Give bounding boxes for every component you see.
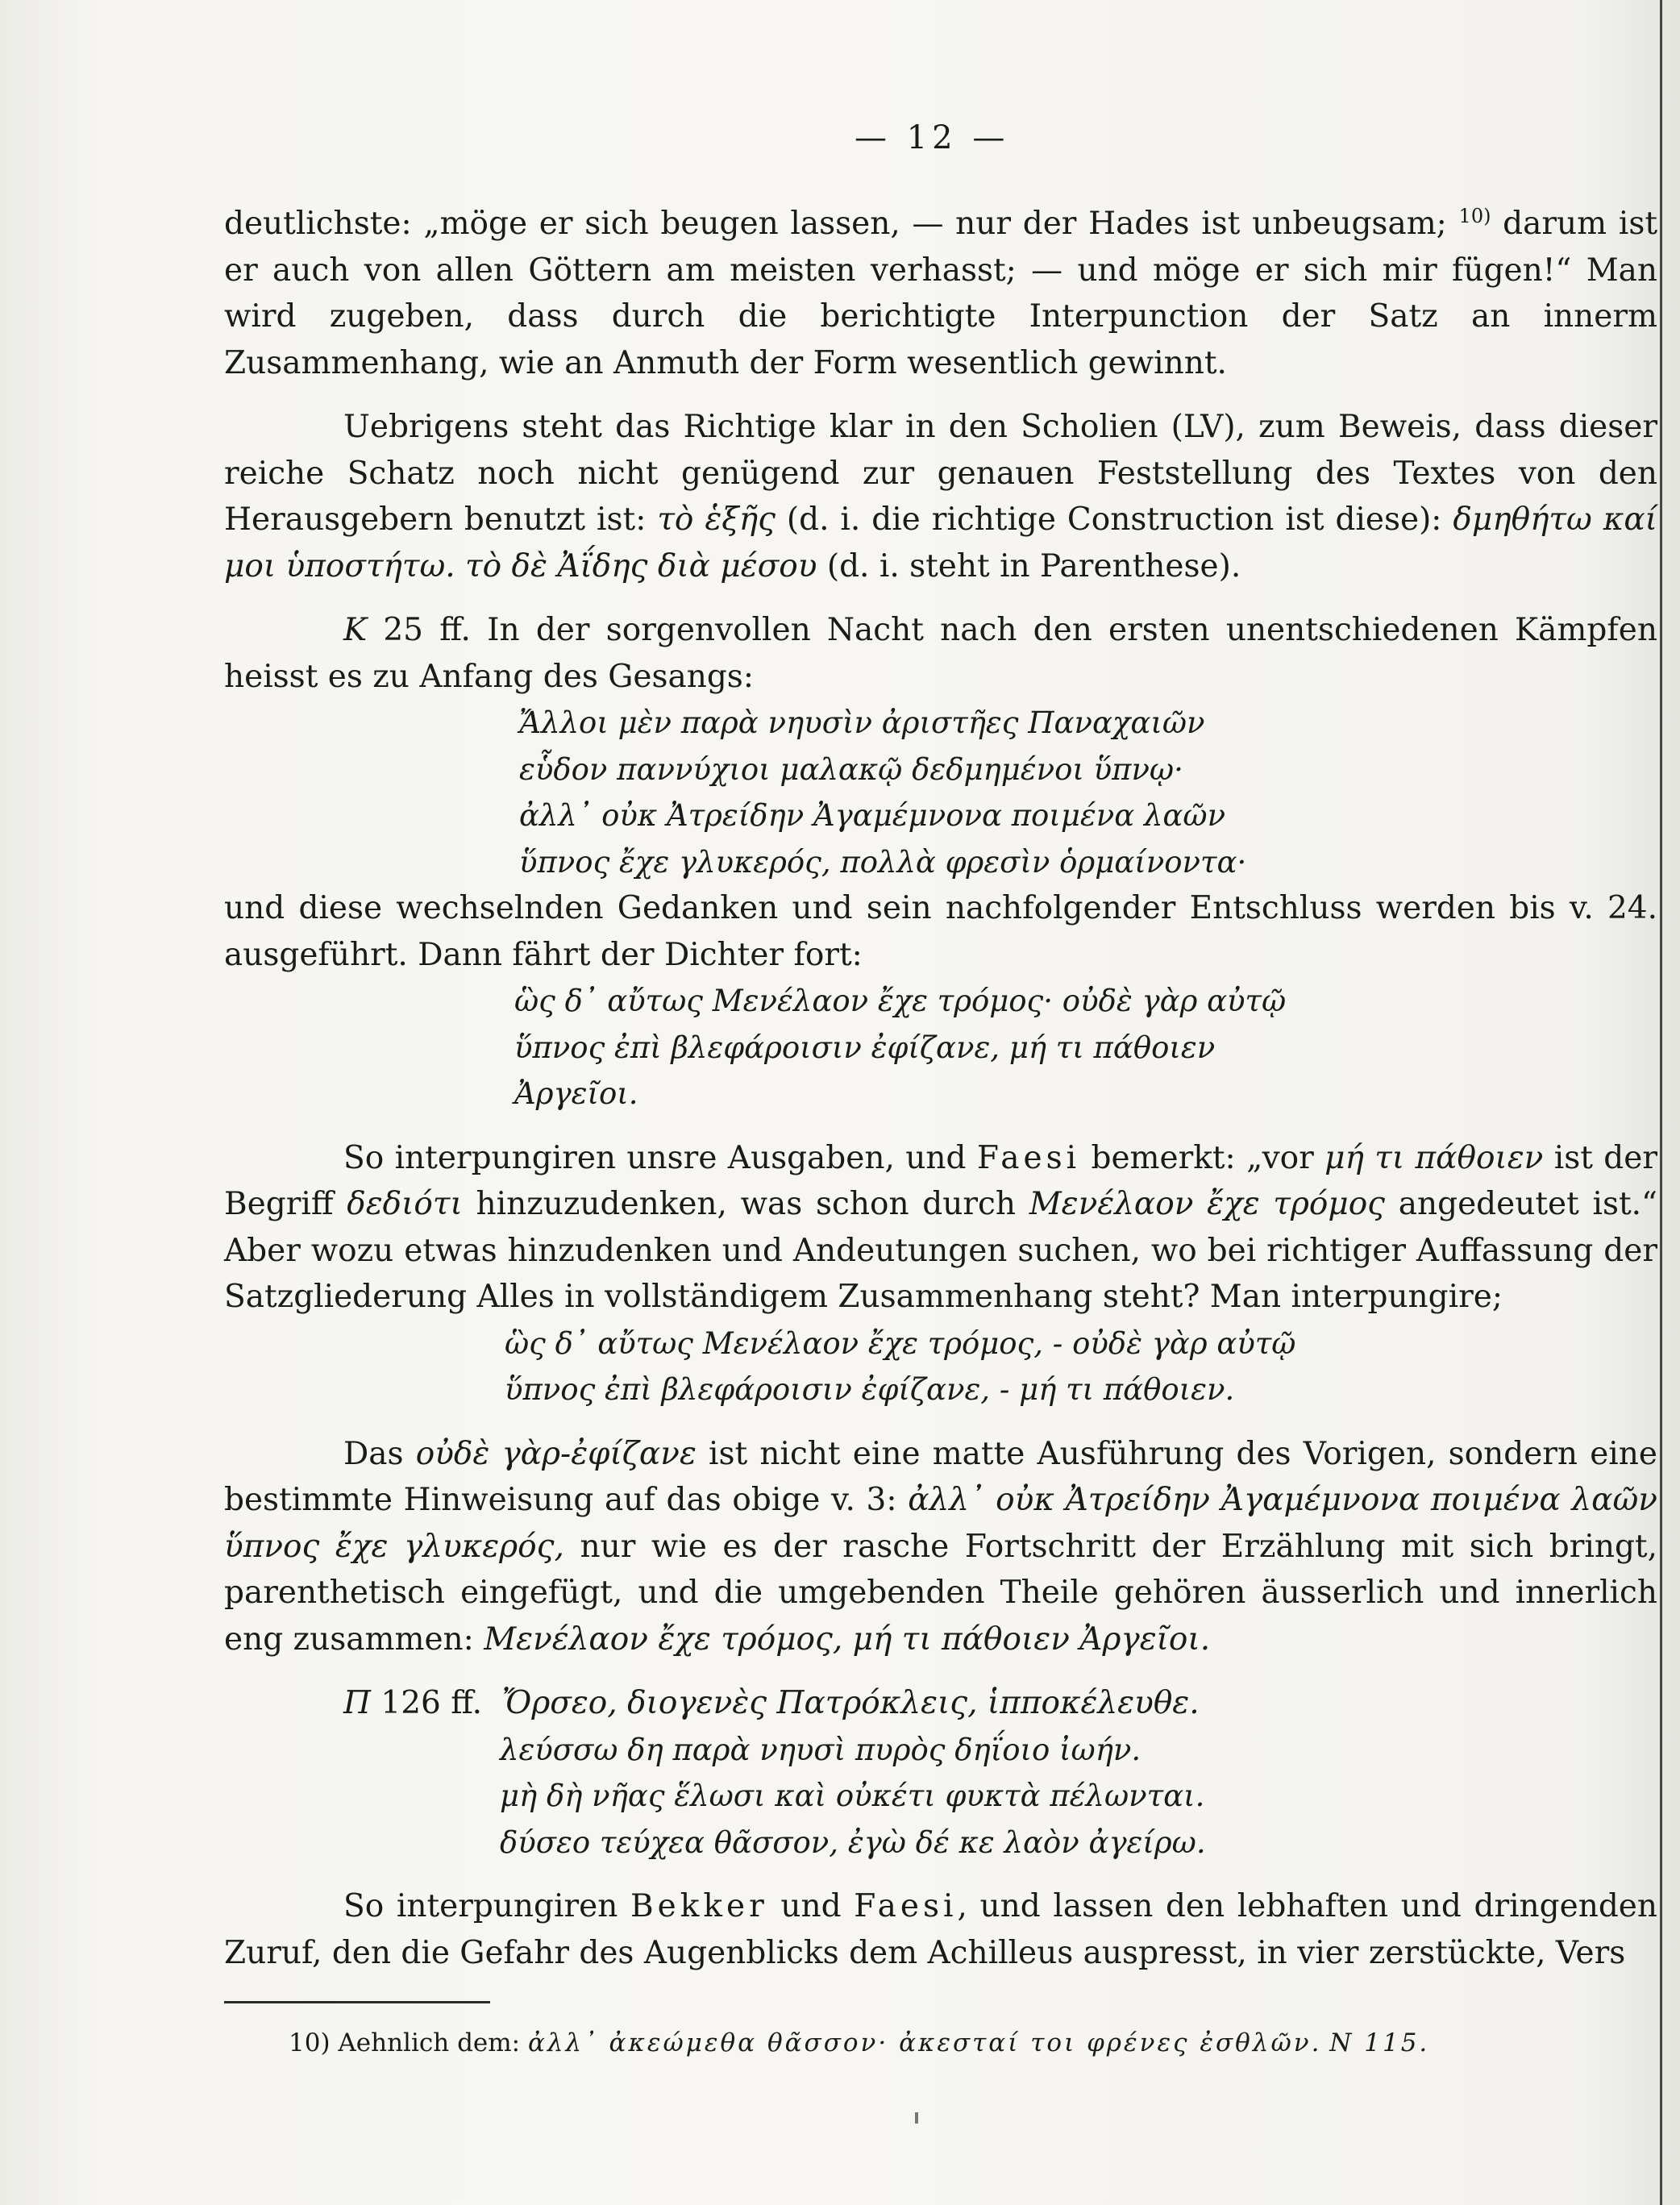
verse-2-line-2: ὕπνος ἐπὶ βλεφάροισιν ἐφίζανε, μή τι πάθοιεν bbox=[514, 1030, 1216, 1065]
footnote-ref[interactable]: 10) bbox=[1458, 205, 1491, 227]
print-mark bbox=[915, 2112, 918, 2124]
verse-3-line-1: ὣς δ᾽ αὔτως Μενέλαον ἔχε τρόμος, - οὐδὲ γὰρ αὐτῷ bbox=[505, 1325, 1296, 1361]
verse-3-line-2: ὕπνος ἐπὶ βλεφάροισιν ἐφίζανε, - μή τι πάθοιεν. bbox=[505, 1372, 1235, 1407]
p5-text: So interpungiren unsre Ausgaben, und bbox=[343, 1139, 967, 1176]
p6-greek-1: οὐδὲ γὰρ-ἐφίζανε bbox=[415, 1435, 697, 1472]
p8-text-end: , und lassen den lebhaften und dringenden Zuruf, den die Gefahr des Augenblicks dem Achilleus auspresst, in vier zerstückte, Vers bbox=[224, 1888, 1657, 1971]
verse-1-line-2: εὗδον παννύχιοι μαλακῷ δεδμημένοι ὕπνῳ· bbox=[519, 751, 1183, 787]
verse-4-line-2: μὴ δὴ νῆας ἕλωσι καὶ οὐκέτι φυκτὰ πέλωνται. bbox=[500, 1779, 1205, 1813]
paragraph-7 bbox=[224, 1680, 1657, 1727]
page-number: — 12 — bbox=[855, 119, 1010, 156]
p2-text: Uebrigens steht das Richtige klar in den Scholien (LV), zum Beweis, dass dieser reiche Schatz noch nicht genügend zur genauen Feststellung des Textes von den Herausgebern benutzt ist: bbox=[224, 409, 1657, 538]
p5-greek-2: δεδιότι bbox=[347, 1186, 463, 1222]
p7-greek: Ὄρσεο, διογενὲς Πατρόκλεις, ἱπποκέλευθε. bbox=[501, 1685, 1200, 1721]
p1-text: deutlichste: „möge er sich beugen lassen, — nur der Hades ist unbeugsam; bbox=[224, 206, 1447, 242]
p3-text: 25 ff. In der sorgenvollen Nacht nach den ersten unentschiedenen Kämpfen heisst es zu Anfang des Gesangs: bbox=[224, 612, 1657, 695]
p8-name-bekker: Bekker bbox=[630, 1888, 768, 1924]
verse-2-line-1: ὣς δ᾽ αὔτως Μενέλαον ἔχε τρόμος· οὐδὲ γὰρ αὐτῷ bbox=[514, 984, 1287, 1018]
p2-greek-2: δμηθήτω καί μοι ὑποστήτω. τὸ δὲ Ἀΐδης διὰ μέσου bbox=[224, 501, 1657, 585]
p6-text-b: nur wie es der rasche Fortschritt der Erzählung mit sich bringt, parenthetisch eingefügt, und die umgebenden Theile gehören äusserlich und innerlich eng zusammen: bbox=[224, 1528, 1657, 1658]
footnote bbox=[289, 2025, 1659, 2061]
p6-greek-3: Μενέλαον ἔχε τρόμος, μή τι πάθοιεν Ἀργεῖοι. bbox=[484, 1620, 1211, 1658]
p7-line-ref: 126 ff. bbox=[380, 1685, 482, 1721]
footnote-rule bbox=[224, 2001, 490, 2003]
p5-greek-1: μή τι πάθοιεν bbox=[1324, 1139, 1544, 1176]
paragraph-5 bbox=[224, 1135, 1657, 1321]
verse-1-line-3: ἀλλ᾽ οὐκ Ἀτρείδην Ἀγαμέμνονα ποιμένα λαῶν bbox=[519, 798, 1226, 833]
verse-1-line-1: Ἄλλοι μὲν παρὰ νηυσὶν ἀριστῆες Παναχαιῶν bbox=[519, 705, 1205, 740]
verse-2-line-3: Ἀργεῖοι. bbox=[514, 1076, 638, 1111]
p8-text: So interpungiren bbox=[343, 1888, 618, 1924]
p7-book-ref: Π bbox=[343, 1685, 372, 1721]
paragraph-2 bbox=[224, 404, 1657, 589]
p5-text-end: angedeutet ist.“ Aber wozu etwas hinzudenken und Andeutungen suchen, wo bei richtiger Auffassung der Satzgliederung Alles in vollständigem Zusammenhang steht? Man interpungire; bbox=[224, 1186, 1657, 1315]
p8-text-and: und bbox=[780, 1888, 842, 1924]
p6-text-a: ist nicht eine matte Ausführung des Vorigen, sondern eine bestimmte Hinweisung auf das obige v. 3: bbox=[224, 1435, 1657, 1518]
verse-1-line-4: ὕπνος ἔχε γλυκερός, πολλὰ φρεσὶν ὁρμαίνοντα· bbox=[519, 844, 1247, 880]
p5-text-b: ist der Begriff bbox=[224, 1139, 1657, 1222]
paragraph-6 bbox=[224, 1431, 1657, 1663]
footnote-greek: ἀλλ᾽ ἀκεώμεθα θᾶσσον· ἀκεσταί τοι φρένες ἐσθλῶν. bbox=[527, 2028, 1322, 2057]
p1-text-cont: darum ist er auch von allen Göttern am meisten verhasst; — und möge er sich mir fügen!“ Man wird zugeben, dass durch die berichtigte Interpunction der Satz an innerm Zusammenhang, wie an Anmuth der Form wesentlich gewinnt. bbox=[224, 206, 1658, 381]
p6-text: Das bbox=[343, 1435, 404, 1472]
p2-text-mid: (d. i. die richtige Construction ist diese): bbox=[786, 501, 1442, 538]
p5-text-a: bemerkt: „vor bbox=[1091, 1139, 1314, 1176]
footnote-ref-citation: N 115. bbox=[1329, 2028, 1430, 2057]
paragraph-8 bbox=[224, 1883, 1657, 1976]
p2-text-end: (d. i. steht in Parenthese). bbox=[826, 547, 1241, 585]
paragraph-1 bbox=[224, 193, 1657, 386]
p3-book-ref: K bbox=[343, 612, 368, 648]
p5-text-c: hinzuzudenken, was schon durch bbox=[476, 1186, 1016, 1222]
p8-name-faesi: Faesi bbox=[854, 1888, 958, 1924]
p5-greek-3: Μενέλαον ἔχε τρόμος bbox=[1029, 1186, 1386, 1222]
page-edge-line bbox=[1660, 0, 1662, 2205]
paragraph-4: und diese wechselnden Gedanken und sein nachfolgender Entschluss werden bis v. 24. ausgeführt. Dann fährt der Dichter fort: bbox=[224, 890, 1657, 973]
footnote-label: 10) Aehnlich dem: bbox=[289, 2028, 521, 2057]
p6-greek-2: ἀλλ᾽ οὐκ Ἀτρείδην Ἀγαμέμνονα ποιμένα λαῶν ὕπνος ἔχε γλυκερός, bbox=[224, 1482, 1657, 1565]
paragraph-3 bbox=[224, 607, 1657, 700]
p2-greek-1: τὸ ἑξῆς bbox=[657, 501, 776, 538]
verse-4-line-3: δύσεο τεύχεα θᾶσσον, ἐγὼ δέ κε λαὸν ἀγείρω. bbox=[500, 1824, 1206, 1860]
body-text bbox=[224, 193, 1657, 1976]
verse-4-line-1: λεύσσω δη παρὰ νηυσὶ πυρὸς δηΐοιο ἰωήν. bbox=[500, 1732, 1141, 1767]
p5-name-faesi: Faesi bbox=[976, 1139, 1081, 1176]
